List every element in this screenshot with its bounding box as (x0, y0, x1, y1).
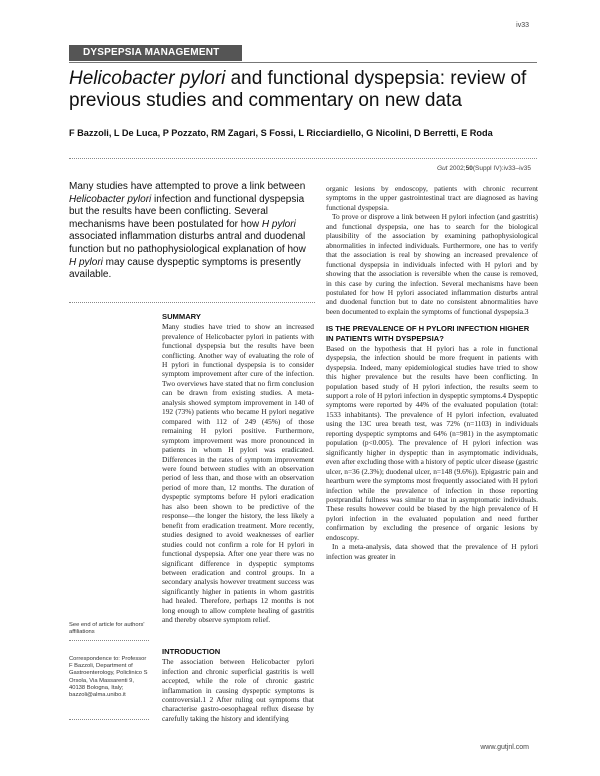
standfirst-italic: H pylori (261, 218, 296, 230)
page-number: iv33 (516, 22, 529, 29)
citation-journal: Gut (437, 165, 448, 172)
title-rest: and functional dyspepsia: review of previous studies and commentary on new data (69, 68, 527, 111)
standfirst-text: may cause dyspeptic symptoms is presently available. (69, 256, 301, 281)
correspondence-note: Correspondence to: Professor F Bazzoli, Department of Gastroenterology, Policlinico S Orsola, Via Massarenti 9, 40138 Bologna, Italy; bazzoli@alma.unibo.it (69, 656, 148, 699)
introduction-section (162, 647, 314, 723)
summary-heading: SUMMARY (162, 312, 201, 321)
right-column (326, 184, 538, 561)
summary-section (162, 312, 314, 625)
paragraph: organic lesions by endoscopy, patients with chronic recurrent symptoms in the upper gastrointestinal tract are diagnosed as having functional dyspepsia. (326, 184, 538, 212)
section-heading: IS THE PREVALENCE OF H PYLORI INFECTION HIGHER IN PATIENTS WITH DYSPEPSIA? (326, 324, 530, 343)
paragraph: To prove or disprove a link between H pylori infection (and gastritis) and functional dyspepsia, one has to search for the biological plausibility of the association by examining pathophysiological abnormalities in infected individuals. Furthermore, one has to verify that the association is real by showing an increased prevalence of functional dyspepsia in individuals infected with H pylori and by showing that the association is reversible when the cause is removed, in this case by curing the infection. Several mechanisms have been postulated for how H pylori associated inflammation disturbs antral and duodenal function but to date no consistent abnormalities have been documented to explain the symptoms of functional dyspepsia.3 (326, 212, 538, 316)
citation-volume: 50 (465, 165, 473, 172)
section-banner: DYSPEPSIA MANAGEMENT (69, 45, 242, 61)
header-rule (69, 62, 537, 63)
divider (69, 158, 537, 159)
standfirst-italic: Helicobacter pylori (69, 193, 152, 205)
standfirst (69, 181, 315, 282)
standfirst-text: associated inflammation disturbs antral and duodenal function but no pathophysiological explanation of how (69, 231, 306, 255)
footer-url: www.gutjnl.com (480, 744, 529, 751)
summary-text: Many studies have tried to show an increased prevalence of Helicobacter pylori in patients with functional dyspepsia but the results have been conflicting. Another way of evaluating the role of H pylori in functional dyspepsia is to consider symptom improvement after cure of the infection. Two overviews have stated that no firm conclusion can be drawn from existing studies. A meta-analysis showed symptom improvement in 140 of 192 (73%) patients who became H pylori negative compared with 112 of 249 (45%) of those remaining H pylori positive. Furthermore, symptom improvement was more pronounced in patients in whom H pylori was eradicated. Differences in the rates of symptom improvement were found between studies with an observation period of less than, and those with an observation period of more than, 12 months. The duration of dyspeptic symptoms before H pylori eradication has also been shown to be predictive of the response—the longer the history, the less likely a benefit from eradication treatment. More recently, studies designed to avoid weaknesses of earlier studies could not confirm a role for H pylori in functional dyspepsia. After one year there was no significant difference in dyspeptic symptoms between eradication and control groups. In a secondary analysis however treatment success was significantly higher in patients in whom gastritis had healed. Therefore, perhaps 12 months is not long enough to allow complete healing of gastritis and thereby observe symptom relief. (162, 322, 314, 625)
affiliations-note: See end of article for authors' affiliations (69, 622, 145, 636)
standfirst-italic: H pylori (69, 256, 103, 268)
citation-year: 2002; (449, 165, 466, 172)
title-italic: Helicobacter pylori (69, 68, 226, 89)
paragraph: In a meta-analysis, data showed that the prevalence of H pylori infection was greater in (326, 542, 538, 561)
author-list: F Bazzoli, L De Luca, P Pozzato, RM Zagari, S Fossi, L Ricciardiello, G Nicolini, D Berretti, E Roda (69, 128, 493, 138)
standfirst-text: Many studies have attempted to prove a link between (69, 181, 306, 192)
divider (69, 640, 149, 641)
divider (69, 302, 315, 303)
standfirst-text: infection and functional dyspepsia but the results have been conflicting. Several mechanisms have been postulated for how (69, 193, 305, 230)
article-title (69, 68, 539, 111)
introduction-text: The association between Helicobacter pylori infection and chronic superficial gastritis is well accepted, while the role of chronic gastric inflammation in causing dyspeptic symptoms is controversial.1 2 After ruling out symptoms that characterise gastro-oesophageal reflux disease by carefully taking the history and identifying (162, 657, 314, 723)
introduction-heading: INTRODUCTION (162, 647, 221, 656)
citation-supplement: (Suppl IV):iv33–iv35 (472, 165, 531, 172)
divider (69, 719, 149, 720)
paragraph: Based on the hypothesis that H pylori has a role in functional dyspepsia, the infection should be more frequent in patients with dyspepsia. Indeed, many epidemiological studies have tried to show this higher prevalence but the results have been conflicting. In population based study of H pylori infection, the results seem to support a role of H pylori infection in dyspeptic symptoms.4 Dyspeptic symptoms were reported by 44% of the evaluated population (total: 1533 inhabitants). The prevalence of H pylori infection, evaluated using the 13C urea breath test, was 72% (n=1103) in individuals reporting dyspeptic symptoms and 64% (n=981) in the asymptomatic population (p<0.005). The prevalence of H pylori infection was significantly higher in dyspeptic than in asymptomatic individuals, even after excluding those with a history of peptic ulcer disease (gastric ulcer, n=36 (2.3%); duodenal ulcer, n=148 (9.6%)). Epigastric pain and heartburn were the symptoms most frequently associated with H pylori infection while the prevalence of infection in those reporting postprandial fullness was similar to that in asymptomatic individuals. These results however could be biased by the high prevalence of H pylori infection in the evaluated population and need further confirmation by excluding the presence of organic lesions by endoscopy. (326, 343, 538, 542)
citation (437, 165, 531, 172)
